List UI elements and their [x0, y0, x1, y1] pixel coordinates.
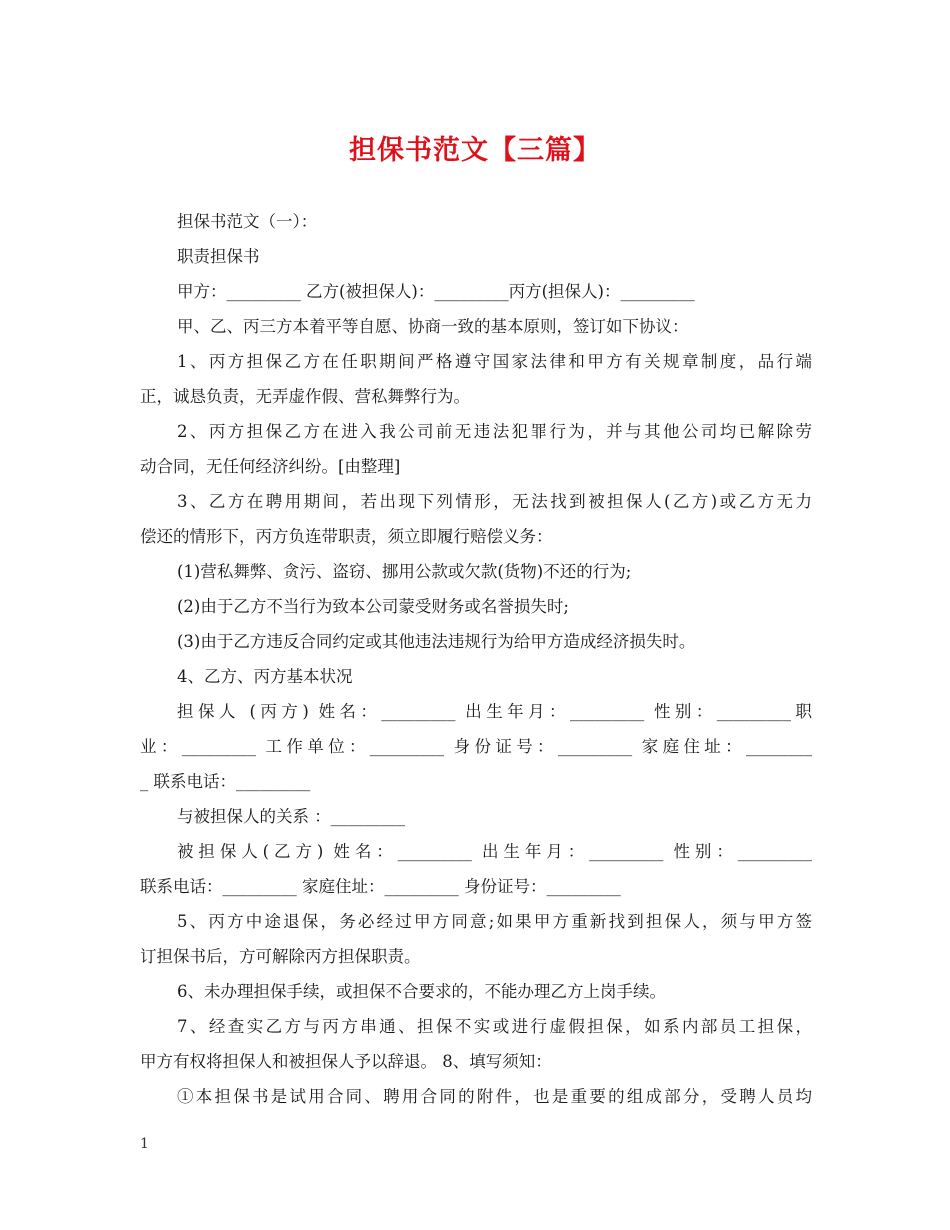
text-line: 2、丙方担保乙方在进入我公司前无违法犯罪行为，并与其他公司均已解除劳 [177, 422, 812, 441]
text-line: (1)营私舞弊、贪污、盗窃、挪用公款或欠款(货物)不还的行为; [177, 562, 632, 581]
text-line: 担保人 (丙方) 姓名：_________ 出生年月：_________ 性别：_________职 [177, 702, 812, 721]
page-number: 1 [140, 1136, 149, 1152]
document-body [140, 204, 812, 1114]
text-line: 4、乙方、丙方基本状况 [177, 667, 353, 686]
text-line: 动合同，无任何经济纠纷。[由整理] [140, 457, 401, 476]
text-line: 订担保书后，方可解除丙方担保职责。 [140, 947, 421, 966]
text-line: 与被担保人的关系 ：_________ [177, 807, 405, 826]
text-line: 7、经查实乙方与丙方串通、担保不实或进行虚假担保，如系内部员工担保， [177, 1017, 812, 1036]
text-line: 1、丙方担保乙方在任职期间严格遵守国家法律和甲方有关规章制度，品行端 [177, 352, 812, 371]
text-line: 偿还的情形下，丙方负连带职责，须立即履行赔偿义务： [140, 527, 553, 546]
text-line: (2)由于乙方不当行为致本公司蒙受财务或名誉损失时; [177, 597, 569, 616]
text-line: ①本担保书是试用合同、聘用合同的附件，也是重要的组成部分，受聘人员均 [177, 1087, 812, 1106]
text-line: 6、未办理担保手续，或担保不合要求的，不能办理乙方上岗手续。 [177, 982, 666, 1001]
text-line: 联系电话：_________ 家庭住址：_________ 身份证号：_________ [140, 877, 621, 896]
text-line: 甲、乙、丙三方本着平等自愿、协商一致的基本原则，签订如下协议： [177, 317, 689, 336]
text-line: 甲方有权将担保人和被担保人予以辞退。 8、填写须知： [140, 1052, 552, 1071]
text-line: (3)由于乙方违反合同约定或其他违法违规行为给甲方造成经济损失时。 [177, 632, 696, 651]
text-line: 3、乙方在聘用期间，若出现下列情形，无法找到被担保人(乙方)或乙方无力 [177, 492, 812, 511]
text-line: 职责担保书 [177, 247, 260, 266]
text-line: 正，诚恳负责，无弄虚作假、营私舞弊行为。 [140, 387, 470, 406]
text-line: 甲方：_________ 乙方(被担保人)：_________丙方(担保人)：_________ [177, 282, 695, 301]
document-title: 担保书范文【三篇】 [349, 135, 601, 166]
text-line: 5、丙方中途退保，务必经过甲方同意;如果甲方重新找到担保人，须与甲方签 [177, 912, 812, 931]
text-line: 被担保人(乙方) 姓名：_________ 出生年月：_________ 性别：_________ [177, 842, 812, 861]
text-line: 担保书范文（一）： [177, 212, 318, 231]
text-line: 业：_________ 工作单位：_________ 身份证号：_________ 家庭住址：________ [140, 737, 812, 756]
text-line: _ 联系电话：_________ [140, 772, 311, 791]
